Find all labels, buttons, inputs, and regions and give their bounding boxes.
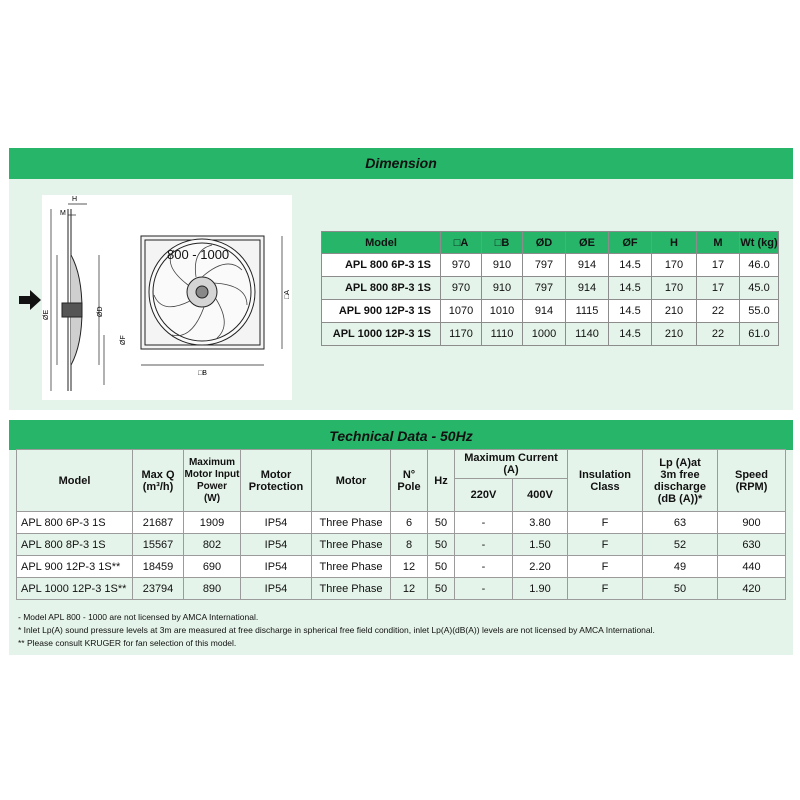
tech-cell: 50 [428, 578, 455, 600]
tech-cell: 420 [718, 578, 786, 600]
tech-cell: 63 [643, 512, 718, 534]
tech-header-protection: Motor Protection [241, 450, 312, 512]
dim-header-f: ØF [609, 232, 652, 254]
tech-cell: 900 [718, 512, 786, 534]
dim-cell: 1170 [441, 323, 482, 346]
tech-header-model: Model [17, 450, 133, 512]
tech-cell: - [455, 512, 513, 534]
technical-table [16, 449, 786, 600]
tech-cell: 50 [428, 534, 455, 556]
dim-cell: 1010 [482, 300, 523, 323]
dim-cell: 210 [652, 300, 697, 323]
tech-header-pole: N° Pole [391, 450, 428, 512]
tech-cell: 18459 [133, 556, 184, 578]
tech-cell: Three Phase [312, 556, 391, 578]
tech-cell: 1.90 [513, 578, 568, 600]
tech-cell: 21687 [133, 512, 184, 534]
dim-cell: APL 800 6P-3 1S [322, 254, 441, 277]
dim-header-wt: Wt (kg) [740, 232, 779, 254]
tech-header-lp: Lp (A)at 3m free discharge (dB (A))* [643, 450, 718, 512]
dim-cell: 914 [566, 277, 609, 300]
table-row [17, 512, 786, 534]
tech-header-power: Maximum Motor Input Power (W) [184, 450, 241, 512]
tech-cell: 50 [428, 556, 455, 578]
dim-cell: 170 [652, 254, 697, 277]
table-row [322, 323, 779, 346]
tech-cell: 3.80 [513, 512, 568, 534]
tech-cell: IP54 [241, 534, 312, 556]
dim-cell: 46.0 [740, 254, 779, 277]
table-row [17, 556, 786, 578]
tech-cell: F [568, 512, 643, 534]
dim-cell: 1140 [566, 323, 609, 346]
f-label: ØF [120, 335, 127, 345]
tech-cell: 8 [391, 534, 428, 556]
table-row [17, 578, 786, 600]
b-label: □B [198, 370, 207, 377]
d-label: ØD [97, 306, 104, 317]
tech-cell: 440 [718, 556, 786, 578]
dim-cell: 914 [523, 300, 566, 323]
footnote-sound: * Inlet Lp(A) sound pressure levels at 3m are measured at free discharge in spherical free field condition, inlet Lp(A)(dB(A)) levels are not licensed by AMCA International. [18, 625, 655, 635]
dim-header-h: H [652, 232, 697, 254]
table-row [322, 300, 779, 323]
dim-cell: 1070 [441, 300, 482, 323]
tech-cell: IP54 [241, 578, 312, 600]
dimension-panel [9, 148, 793, 410]
dim-header-a: □A [441, 232, 482, 254]
tech-cell: APL 900 12P-3 1S** [17, 556, 133, 578]
dim-cell: 170 [652, 277, 697, 300]
tech-cell: APL 800 8P-3 1S [17, 534, 133, 556]
tech-cell: 6 [391, 512, 428, 534]
tech-header-max-q: Max Q (m³/h) [133, 450, 184, 512]
tech-cell: F [568, 578, 643, 600]
dimension-header-row [322, 232, 779, 254]
dim-header-d: ØD [523, 232, 566, 254]
footnotes [18, 611, 655, 650]
tech-cell: APL 800 6P-3 1S [17, 512, 133, 534]
dim-cell: 914 [566, 254, 609, 277]
dim-cell: 14.5 [609, 254, 652, 277]
tech-header-hz: Hz [428, 450, 455, 512]
a-label: □A [284, 290, 291, 299]
dim-cell: 1000 [523, 323, 566, 346]
tech-cell: 1.50 [513, 534, 568, 556]
dim-cell: 22 [697, 300, 740, 323]
dim-header-e: ØE [566, 232, 609, 254]
dim-cell: 970 [441, 277, 482, 300]
dim-cell: 1115 [566, 300, 609, 323]
tech-cell: 15567 [133, 534, 184, 556]
h-label: H [72, 196, 78, 203]
tech-cell: 690 [184, 556, 241, 578]
dim-cell: 14.5 [609, 323, 652, 346]
dim-cell: 55.0 [740, 300, 779, 323]
tech-cell: 630 [718, 534, 786, 556]
dim-cell: 17 [697, 277, 740, 300]
tech-cell: F [568, 556, 643, 578]
tech-cell: Three Phase [312, 512, 391, 534]
dim-cell: APL 900 12P-3 1S [322, 300, 441, 323]
dim-cell: 210 [652, 323, 697, 346]
dim-cell: 1110 [482, 323, 523, 346]
dim-cell: 797 [523, 254, 566, 277]
dimension-table [321, 231, 779, 346]
tech-cell: 12 [391, 556, 428, 578]
tech-cell: - [455, 534, 513, 556]
tech-header-400v: 400V [513, 479, 568, 512]
tech-cell: - [455, 556, 513, 578]
model-range-label: 800 - 1000 [167, 247, 230, 262]
tech-cell: 50 [428, 512, 455, 534]
tech-header-insulation: Insulation Class [568, 450, 643, 512]
technical-title: Technical Data - 50Hz [9, 420, 793, 450]
table-row [17, 534, 786, 556]
dim-cell: 910 [482, 277, 523, 300]
footnote-amca: - Model APL 800 - 1000 are not licensed by AMCA International. [18, 612, 259, 622]
dimension-title: Dimension [9, 148, 793, 179]
fan-technical-drawing [42, 195, 292, 400]
tech-header-current: Maximum Current (A) [455, 450, 568, 479]
technical-panel [9, 420, 793, 655]
dim-cell: 17 [697, 254, 740, 277]
tech-header-220v: 220V [455, 479, 513, 512]
footnote-kruger: ** Please consult KRUGER for fan selection of this model. [18, 638, 237, 648]
dim-cell: 45.0 [740, 277, 779, 300]
tech-cell: 802 [184, 534, 241, 556]
tech-cell: 49 [643, 556, 718, 578]
tech-header-motor: Motor [312, 450, 391, 512]
dim-header-m: M [697, 232, 740, 254]
dim-header-b: □B [482, 232, 523, 254]
tech-cell: IP54 [241, 556, 312, 578]
tech-cell: Three Phase [312, 534, 391, 556]
dim-cell: 14.5 [609, 300, 652, 323]
tech-cell: Three Phase [312, 578, 391, 600]
tech-cell: 12 [391, 578, 428, 600]
dim-cell: APL 1000 12P-3 1S [322, 323, 441, 346]
e-label: ØE [43, 309, 50, 320]
fan-dimension-drawing [42, 195, 292, 400]
table-row [322, 254, 779, 277]
tech-cell: IP54 [241, 512, 312, 534]
table-row [322, 277, 779, 300]
dim-cell: APL 800 8P-3 1S [322, 277, 441, 300]
tech-cell: - [455, 578, 513, 600]
dim-header-model: Model [322, 232, 441, 254]
dim-cell: 22 [697, 323, 740, 346]
tech-cell: 2.20 [513, 556, 568, 578]
tech-cell: 50 [643, 578, 718, 600]
dim-cell: 910 [482, 254, 523, 277]
m-label: M [60, 210, 66, 217]
technical-header-row [17, 450, 786, 479]
tech-cell: APL 1000 12P-3 1S** [17, 578, 133, 600]
tech-cell: 1909 [184, 512, 241, 534]
airflow-arrow-icon [19, 290, 41, 315]
tech-cell: 52 [643, 534, 718, 556]
tech-cell: 23794 [133, 578, 184, 600]
tech-cell: F [568, 534, 643, 556]
dim-cell: 797 [523, 277, 566, 300]
dim-cell: 14.5 [609, 277, 652, 300]
dim-cell: 61.0 [740, 323, 779, 346]
dim-cell: 970 [441, 254, 482, 277]
tech-header-speed: Speed (RPM) [718, 450, 786, 512]
tech-cell: 890 [184, 578, 241, 600]
